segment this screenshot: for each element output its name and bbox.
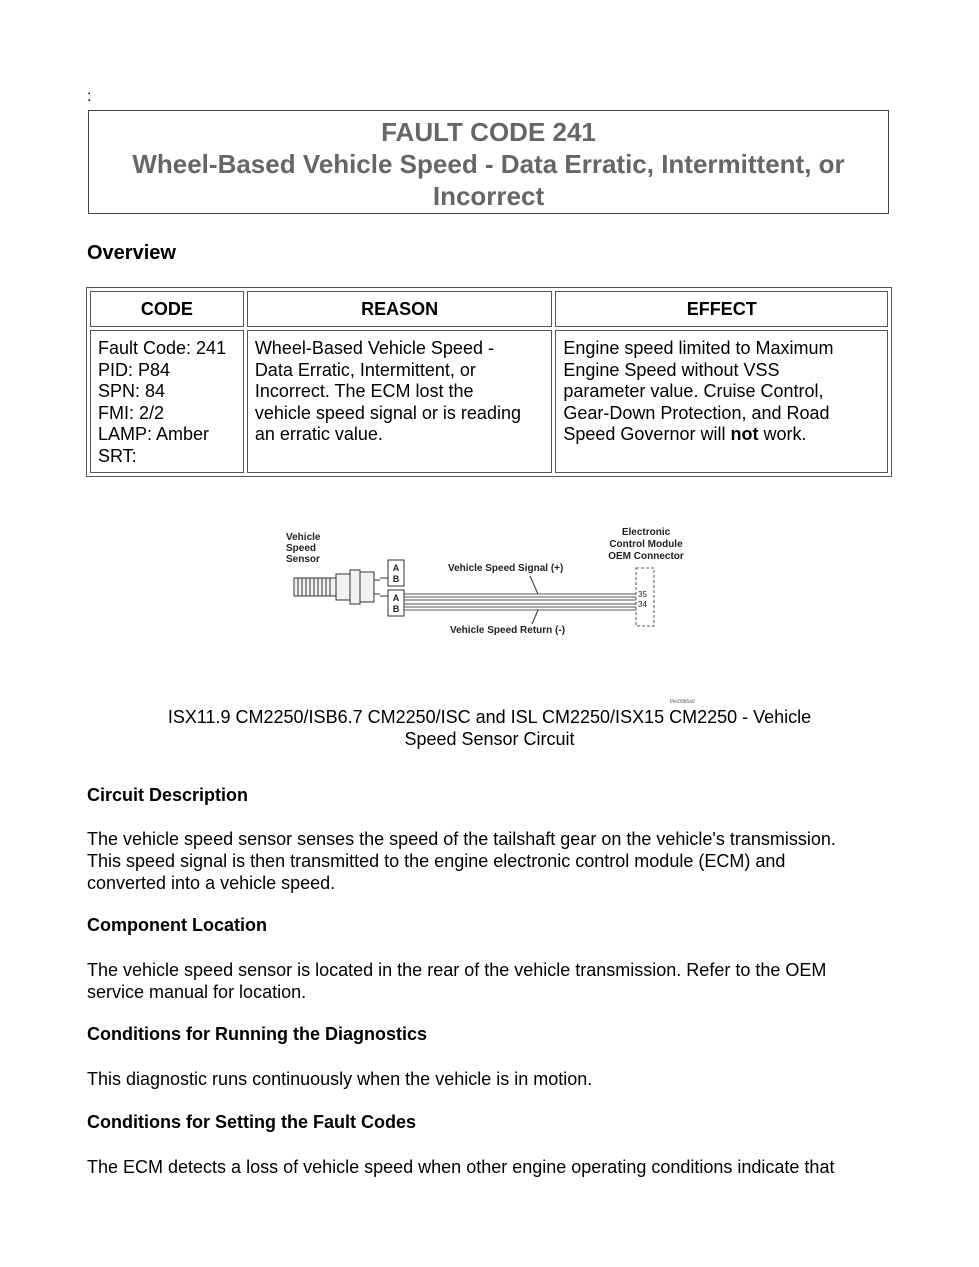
effect-line: Engine Speed without VSS [563, 359, 780, 380]
fault-description-line2: Incorrect [432, 181, 545, 211]
figure-id: f/ec00b5a0 [670, 699, 695, 705]
paragraph-line: This diagnostic runs continuously when the vehicle is in motion. [87, 1069, 593, 1089]
conditions-running-text [87, 1068, 892, 1090]
code-line: FMI: 2/2 [98, 402, 165, 423]
fault-description-line1: Wheel-Based Vehicle Speed - Data Erratic, Intermittent, or [132, 149, 845, 179]
table-header-row [90, 291, 888, 327]
conditions-setting-text [87, 1156, 892, 1178]
sensor-icon [294, 570, 380, 604]
fault-info-table [86, 287, 892, 477]
sensor-label-line: Sensor [286, 554, 320, 565]
pin-label: A [392, 563, 400, 573]
code-line: SRT: [98, 445, 137, 466]
paragraph-line: The vehicle speed sensor is located in the rear of the vehicle transmission. Refer to the OEM [87, 960, 827, 980]
circuit-description-heading: Circuit Description [87, 785, 249, 805]
fault-code-title: FAULT CODE 241 [381, 117, 596, 147]
overview-heading: Overview [87, 242, 176, 264]
paragraph-line: This speed signal is then transmitted to the engine electronic control module (ECM) and [87, 851, 786, 871]
component-location-text [87, 959, 892, 1003]
effect-emphasis: not [730, 424, 759, 444]
code-line: Fault Code: 241 [98, 338, 227, 358]
reason-line: Wheel-Based Vehicle Speed - [254, 338, 494, 358]
pin-label: B [392, 604, 400, 614]
diagram-caption [100, 706, 879, 750]
ecm-label-line: Control Module [609, 539, 683, 550]
reason-line: vehicle speed signal or is reading [254, 402, 521, 423]
header-effect: EFFECT [555, 291, 888, 327]
paragraph-line: converted into a vehicle speed. [87, 873, 336, 893]
effect-line-last [563, 424, 880, 446]
ecm-pin-label: 34 [638, 600, 647, 609]
conditions-setting-heading: Conditions for Setting the Fault Codes [87, 1112, 416, 1132]
pin-label: B [392, 574, 400, 584]
reason-cell [247, 330, 553, 473]
return-wire-label: Vehicle Speed Return (-) [450, 625, 566, 636]
fault-title-box [88, 110, 889, 214]
paragraph-line: The vehicle speed sensor senses the speed of the tailshaft gear on the vehicle's transmission. [87, 829, 836, 849]
circuit-wires [404, 576, 636, 624]
sensor-label-line: Vehicle [286, 532, 321, 543]
effect-text: Speed Governor will [563, 424, 731, 444]
table-row [90, 330, 888, 473]
header-code: CODE [90, 291, 244, 327]
effect-cell [555, 330, 888, 473]
circuit-description-text [87, 828, 892, 894]
component-location-heading: Component Location [87, 915, 267, 935]
code-cell [90, 330, 244, 473]
caption-line: Speed Sensor Circuit [404, 729, 575, 749]
ecm-pin-label: 35 [638, 590, 647, 599]
reason-line: Incorrect. The ECM lost the [254, 381, 474, 401]
reason-line: an erratic value. [254, 424, 383, 444]
speed-sensor-circuit-diagram [280, 520, 700, 710]
conditions-running-heading: Conditions for Running the Diagnostics [87, 1024, 427, 1044]
reason-line: Data Erratic, Intermittent, or [254, 359, 476, 380]
leading-colon: : [87, 88, 92, 105]
code-line: SPN: 84 [98, 381, 166, 401]
ecm-label-line: Electronic [621, 527, 671, 538]
effect-line: Engine speed limited to Maximum [563, 338, 834, 358]
paragraph-line: service manual for location. [87, 982, 307, 1002]
code-line: PID: P84 [98, 359, 171, 380]
paragraph-line: The ECM detects a loss of vehicle speed when other engine operating conditions indicate that [87, 1157, 835, 1177]
ecm-label-line: OEM Connector [608, 551, 684, 562]
effect-line: parameter value. Cruise Control, [563, 381, 824, 401]
code-line: LAMP: Amber [98, 424, 210, 444]
effect-line: Gear-Down Protection, and Road [563, 402, 830, 423]
pin-label: A [392, 593, 400, 603]
effect-text: work. [758, 424, 807, 444]
header-reason: REASON [247, 291, 553, 327]
caption-line: ISX11.9 CM2250/ISB6.7 CM2250/ISC and ISL CM2250/ISX15 CM2250 - Vehicle [167, 707, 812, 727]
sensor-label-line: Speed [286, 543, 317, 554]
signal-wire-label: Vehicle Speed Signal (+) [448, 563, 564, 574]
